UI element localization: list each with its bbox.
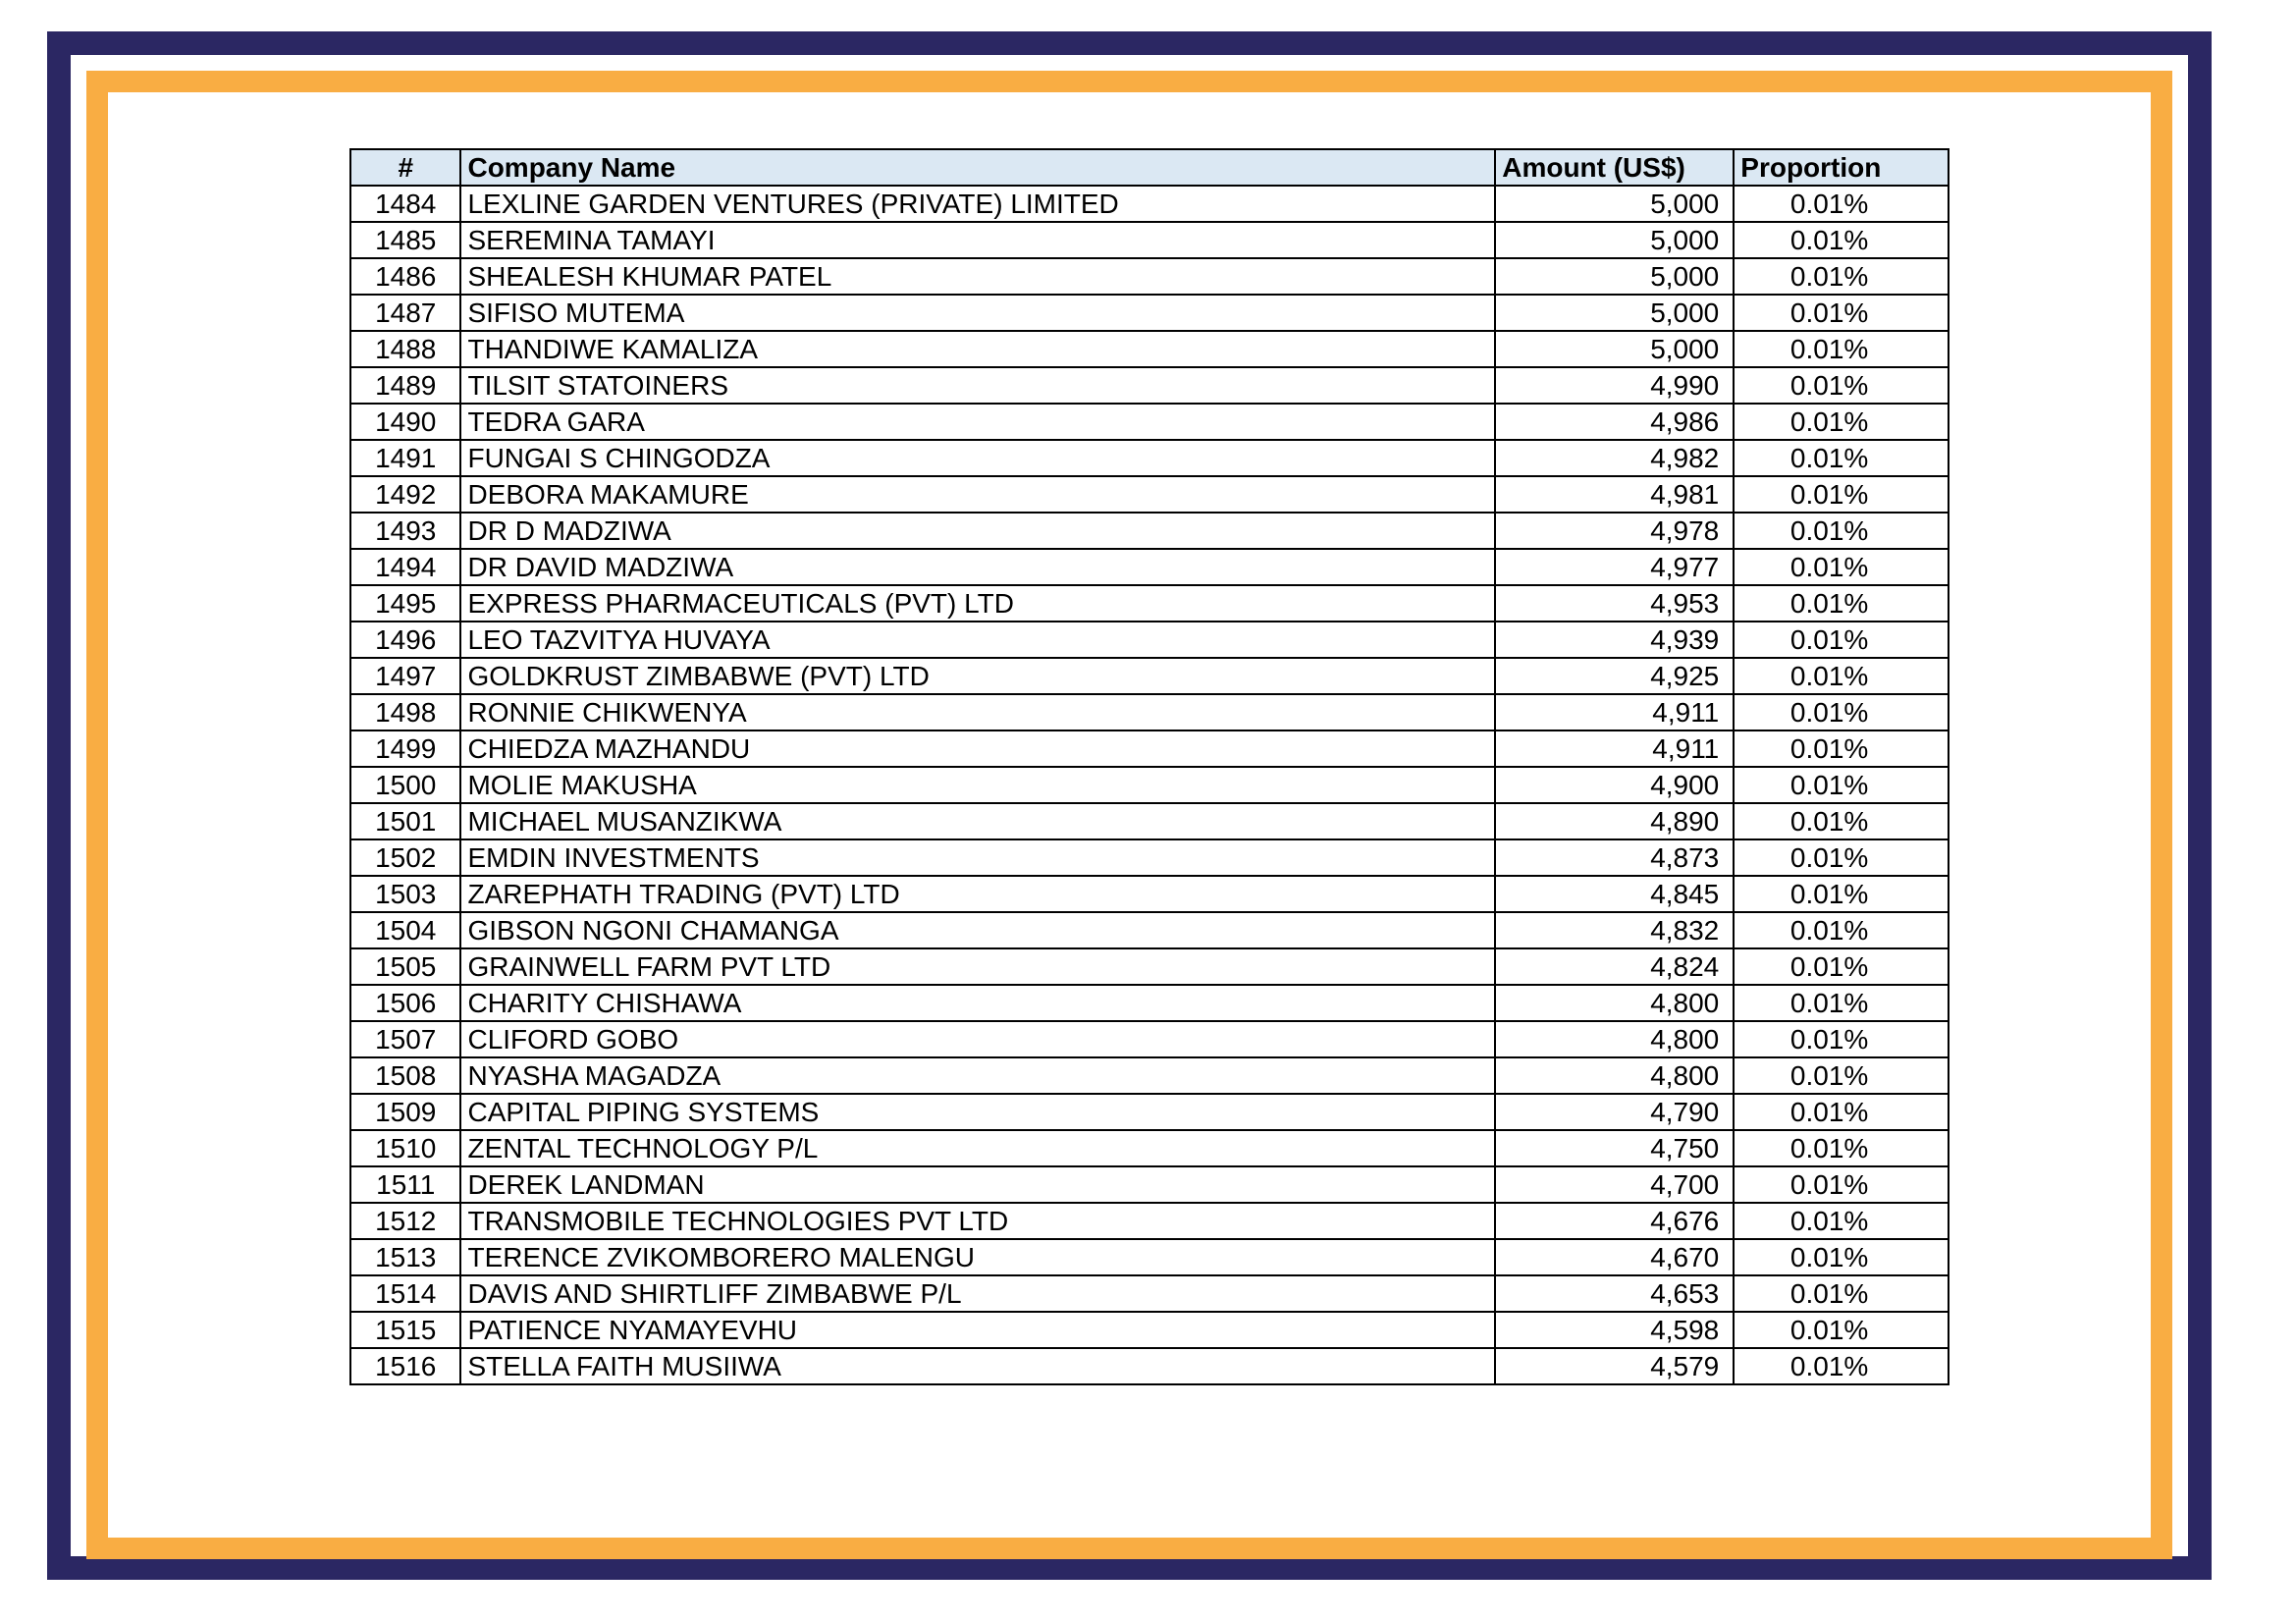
company-name-cell: MOLIE MAKUSHA: [460, 767, 1495, 803]
amount-cell: 4,579: [1495, 1348, 1734, 1384]
row-number-cell: 1508: [350, 1057, 460, 1094]
row-number-cell: 1489: [350, 367, 460, 404]
header-company-name: Company Name: [460, 149, 1495, 186]
company-name-cell: FUNGAI S CHINGODZA: [460, 440, 1495, 476]
amount-cell: 5,000: [1495, 186, 1734, 222]
table-row: [350, 767, 1949, 803]
company-name-cell: SHEALESH KHUMAR PATEL: [460, 258, 1495, 295]
proportion-cell: 0.01%: [1734, 876, 1949, 912]
amount-cell: 4,670: [1495, 1239, 1734, 1275]
table-row: [350, 549, 1949, 585]
row-number-cell: 1511: [350, 1166, 460, 1203]
row-number-cell: 1509: [350, 1094, 460, 1130]
company-name-cell: CLIFORD GOBO: [460, 1021, 1495, 1057]
company-name-cell: DAVIS AND SHIRTLIFF ZIMBABWE P/L: [460, 1275, 1495, 1312]
company-name-cell: EMDIN INVESTMENTS: [460, 839, 1495, 876]
amount-cell: 4,800: [1495, 1021, 1734, 1057]
table-row: [350, 585, 1949, 622]
row-number-cell: 1505: [350, 948, 460, 985]
proportion-cell: 0.01%: [1734, 803, 1949, 839]
table-row: [350, 622, 1949, 658]
proportion-cell: 0.01%: [1734, 912, 1949, 948]
proportion-cell: 0.01%: [1734, 186, 1949, 222]
proportion-cell: 0.01%: [1734, 1130, 1949, 1166]
proportion-cell: 0.01%: [1734, 1239, 1949, 1275]
proportion-cell: 0.01%: [1734, 367, 1949, 404]
row-number-cell: 1502: [350, 839, 460, 876]
table-row: [350, 404, 1949, 440]
amount-cell: 4,653: [1495, 1275, 1734, 1312]
amount-cell: 5,000: [1495, 295, 1734, 331]
company-name-cell: PATIENCE NYAMAYEVHU: [460, 1312, 1495, 1348]
header-number: #: [350, 149, 460, 186]
company-name-cell: SEREMINA TAMAYI: [460, 222, 1495, 258]
amount-cell: 4,890: [1495, 803, 1734, 839]
table-row: [350, 476, 1949, 513]
table-row: [350, 1057, 1949, 1094]
company-name-cell: STELLA FAITH MUSIIWA: [460, 1348, 1495, 1384]
amount-cell: 4,750: [1495, 1130, 1734, 1166]
row-number-cell: 1497: [350, 658, 460, 694]
company-name-cell: DR D MADZIWA: [460, 513, 1495, 549]
row-number-cell: 1506: [350, 985, 460, 1021]
proportion-cell: 0.01%: [1734, 1275, 1949, 1312]
row-number-cell: 1510: [350, 1130, 460, 1166]
table-row: [350, 1312, 1949, 1348]
company-amount-table: [349, 148, 1949, 1385]
proportion-cell: 0.01%: [1734, 1094, 1949, 1130]
proportion-cell: 0.01%: [1734, 440, 1949, 476]
table-row: [350, 730, 1949, 767]
table-row: [350, 1203, 1949, 1239]
proportion-cell: 0.01%: [1734, 694, 1949, 730]
table-row: [350, 1094, 1949, 1130]
company-name-cell: TILSIT STATOINERS: [460, 367, 1495, 404]
company-name-cell: RONNIE CHIKWENYA: [460, 694, 1495, 730]
company-name-cell: GIBSON NGONI CHAMANGA: [460, 912, 1495, 948]
company-name-cell: TERENCE ZVIKOMBORERO MALENGU: [460, 1239, 1495, 1275]
amount-cell: 4,873: [1495, 839, 1734, 876]
proportion-cell: 0.01%: [1734, 1203, 1949, 1239]
table-row: [350, 186, 1949, 222]
row-number-cell: 1496: [350, 622, 460, 658]
company-name-cell: GOLDKRUST ZIMBABWE (PVT) LTD: [460, 658, 1495, 694]
company-name-cell: GRAINWELL FARM PVT LTD: [460, 948, 1495, 985]
amount-cell: 4,986: [1495, 404, 1734, 440]
table-row: [350, 1166, 1949, 1203]
row-number-cell: 1490: [350, 404, 460, 440]
amount-cell: 4,939: [1495, 622, 1734, 658]
row-number-cell: 1515: [350, 1312, 460, 1348]
proportion-cell: 0.01%: [1734, 839, 1949, 876]
row-number-cell: 1499: [350, 730, 460, 767]
proportion-cell: 0.01%: [1734, 985, 1949, 1021]
table-row: [350, 440, 1949, 476]
row-number-cell: 1491: [350, 440, 460, 476]
amount-cell: 4,700: [1495, 1166, 1734, 1203]
row-number-cell: 1484: [350, 186, 460, 222]
row-number-cell: 1504: [350, 912, 460, 948]
amount-cell: 4,953: [1495, 585, 1734, 622]
table-row: [350, 876, 1949, 912]
row-number-cell: 1513: [350, 1239, 460, 1275]
proportion-cell: 0.01%: [1734, 1312, 1949, 1348]
amount-cell: 4,982: [1495, 440, 1734, 476]
company-name-cell: EXPRESS PHARMACEUTICALS (PVT) LTD: [460, 585, 1495, 622]
row-number-cell: 1514: [350, 1275, 460, 1312]
amount-cell: 4,845: [1495, 876, 1734, 912]
proportion-cell: 0.01%: [1734, 513, 1949, 549]
company-name-cell: THANDIWE KAMALIZA: [460, 331, 1495, 367]
proportion-cell: 0.01%: [1734, 1057, 1949, 1094]
proportion-cell: 0.01%: [1734, 1348, 1949, 1384]
header-amount: Amount (US$): [1495, 149, 1734, 186]
company-name-cell: DR DAVID MADZIWA: [460, 549, 1495, 585]
company-name-cell: CHARITY CHISHAWA: [460, 985, 1495, 1021]
amount-cell: 4,990: [1495, 367, 1734, 404]
table-row: [350, 1275, 1949, 1312]
proportion-cell: 0.01%: [1734, 767, 1949, 803]
table-row: [350, 258, 1949, 295]
amount-cell: 4,598: [1495, 1312, 1734, 1348]
table-row: [350, 222, 1949, 258]
amount-cell: 5,000: [1495, 331, 1734, 367]
company-name-cell: CAPITAL PIPING SYSTEMS: [460, 1094, 1495, 1130]
table-row: [350, 803, 1949, 839]
row-number-cell: 1501: [350, 803, 460, 839]
amount-cell: 4,981: [1495, 476, 1734, 513]
table-row: [350, 948, 1949, 985]
amount-cell: 4,977: [1495, 549, 1734, 585]
proportion-cell: 0.01%: [1734, 549, 1949, 585]
table-row: [350, 985, 1949, 1021]
row-number-cell: 1492: [350, 476, 460, 513]
proportion-cell: 0.01%: [1734, 730, 1949, 767]
amount-cell: 4,911: [1495, 694, 1734, 730]
table-row: [350, 1130, 1949, 1166]
table-row: [350, 912, 1949, 948]
amount-cell: 4,900: [1495, 767, 1734, 803]
proportion-cell: 0.01%: [1734, 585, 1949, 622]
row-number-cell: 1503: [350, 876, 460, 912]
company-name-cell: ZENTAL TECHNOLOGY P/L: [460, 1130, 1495, 1166]
proportion-cell: 0.01%: [1734, 1166, 1949, 1203]
proportion-cell: 0.01%: [1734, 476, 1949, 513]
table-row: [350, 1021, 1949, 1057]
table-row: [350, 513, 1949, 549]
row-number-cell: 1516: [350, 1348, 460, 1384]
company-name-cell: CHIEDZA MAZHANDU: [460, 730, 1495, 767]
company-name-cell: ZAREPHATH TRADING (PVT) LTD: [460, 876, 1495, 912]
amount-cell: 4,925: [1495, 658, 1734, 694]
table-row: [350, 295, 1949, 331]
company-name-cell: LEO TAZVITYA HUVAYA: [460, 622, 1495, 658]
row-number-cell: 1498: [350, 694, 460, 730]
row-number-cell: 1500: [350, 767, 460, 803]
company-name-cell: SIFISO MUTEMA: [460, 295, 1495, 331]
proportion-cell: 0.01%: [1734, 258, 1949, 295]
amount-cell: 4,978: [1495, 513, 1734, 549]
proportion-cell: 0.01%: [1734, 295, 1949, 331]
amount-cell: 4,824: [1495, 948, 1734, 985]
company-name-cell: NYASHA MAGADZA: [460, 1057, 1495, 1094]
proportion-cell: 0.01%: [1734, 404, 1949, 440]
amount-cell: 4,676: [1495, 1203, 1734, 1239]
company-name-cell: TEDRA GARA: [460, 404, 1495, 440]
amount-cell: 5,000: [1495, 258, 1734, 295]
table-row: [350, 658, 1949, 694]
table-row: [350, 331, 1949, 367]
company-name-cell: DEREK LANDMAN: [460, 1166, 1495, 1203]
amount-cell: 4,832: [1495, 912, 1734, 948]
company-name-cell: DEBORA MAKAMURE: [460, 476, 1495, 513]
table-row: [350, 694, 1949, 730]
table-header-row: [350, 149, 1949, 186]
row-number-cell: 1485: [350, 222, 460, 258]
row-number-cell: 1495: [350, 585, 460, 622]
row-number-cell: 1487: [350, 295, 460, 331]
table-row: [350, 1348, 1949, 1384]
table-row: [350, 367, 1949, 404]
row-number-cell: 1507: [350, 1021, 460, 1057]
row-number-cell: 1493: [350, 513, 460, 549]
row-number-cell: 1512: [350, 1203, 460, 1239]
amount-cell: 4,911: [1495, 730, 1734, 767]
proportion-cell: 0.01%: [1734, 622, 1949, 658]
table-row: [350, 1239, 1949, 1275]
table-row: [350, 839, 1949, 876]
header-proportion: Proportion: [1734, 149, 1949, 186]
proportion-cell: 0.01%: [1734, 658, 1949, 694]
proportion-cell: 0.01%: [1734, 948, 1949, 985]
amount-cell: 4,800: [1495, 985, 1734, 1021]
row-number-cell: 1494: [350, 549, 460, 585]
company-name-cell: MICHAEL MUSANZIKWA: [460, 803, 1495, 839]
company-name-cell: TRANSMOBILE TECHNOLOGIES PVT LTD: [460, 1203, 1495, 1239]
amount-cell: 4,800: [1495, 1057, 1734, 1094]
table-body: [350, 186, 1949, 1384]
proportion-cell: 0.01%: [1734, 331, 1949, 367]
company-name-cell: LEXLINE GARDEN VENTURES (PRIVATE) LIMITED: [460, 186, 1495, 222]
row-number-cell: 1486: [350, 258, 460, 295]
proportion-cell: 0.01%: [1734, 222, 1949, 258]
row-number-cell: 1488: [350, 331, 460, 367]
amount-cell: 4,790: [1495, 1094, 1734, 1130]
amount-cell: 5,000: [1495, 222, 1734, 258]
proportion-cell: 0.01%: [1734, 1021, 1949, 1057]
